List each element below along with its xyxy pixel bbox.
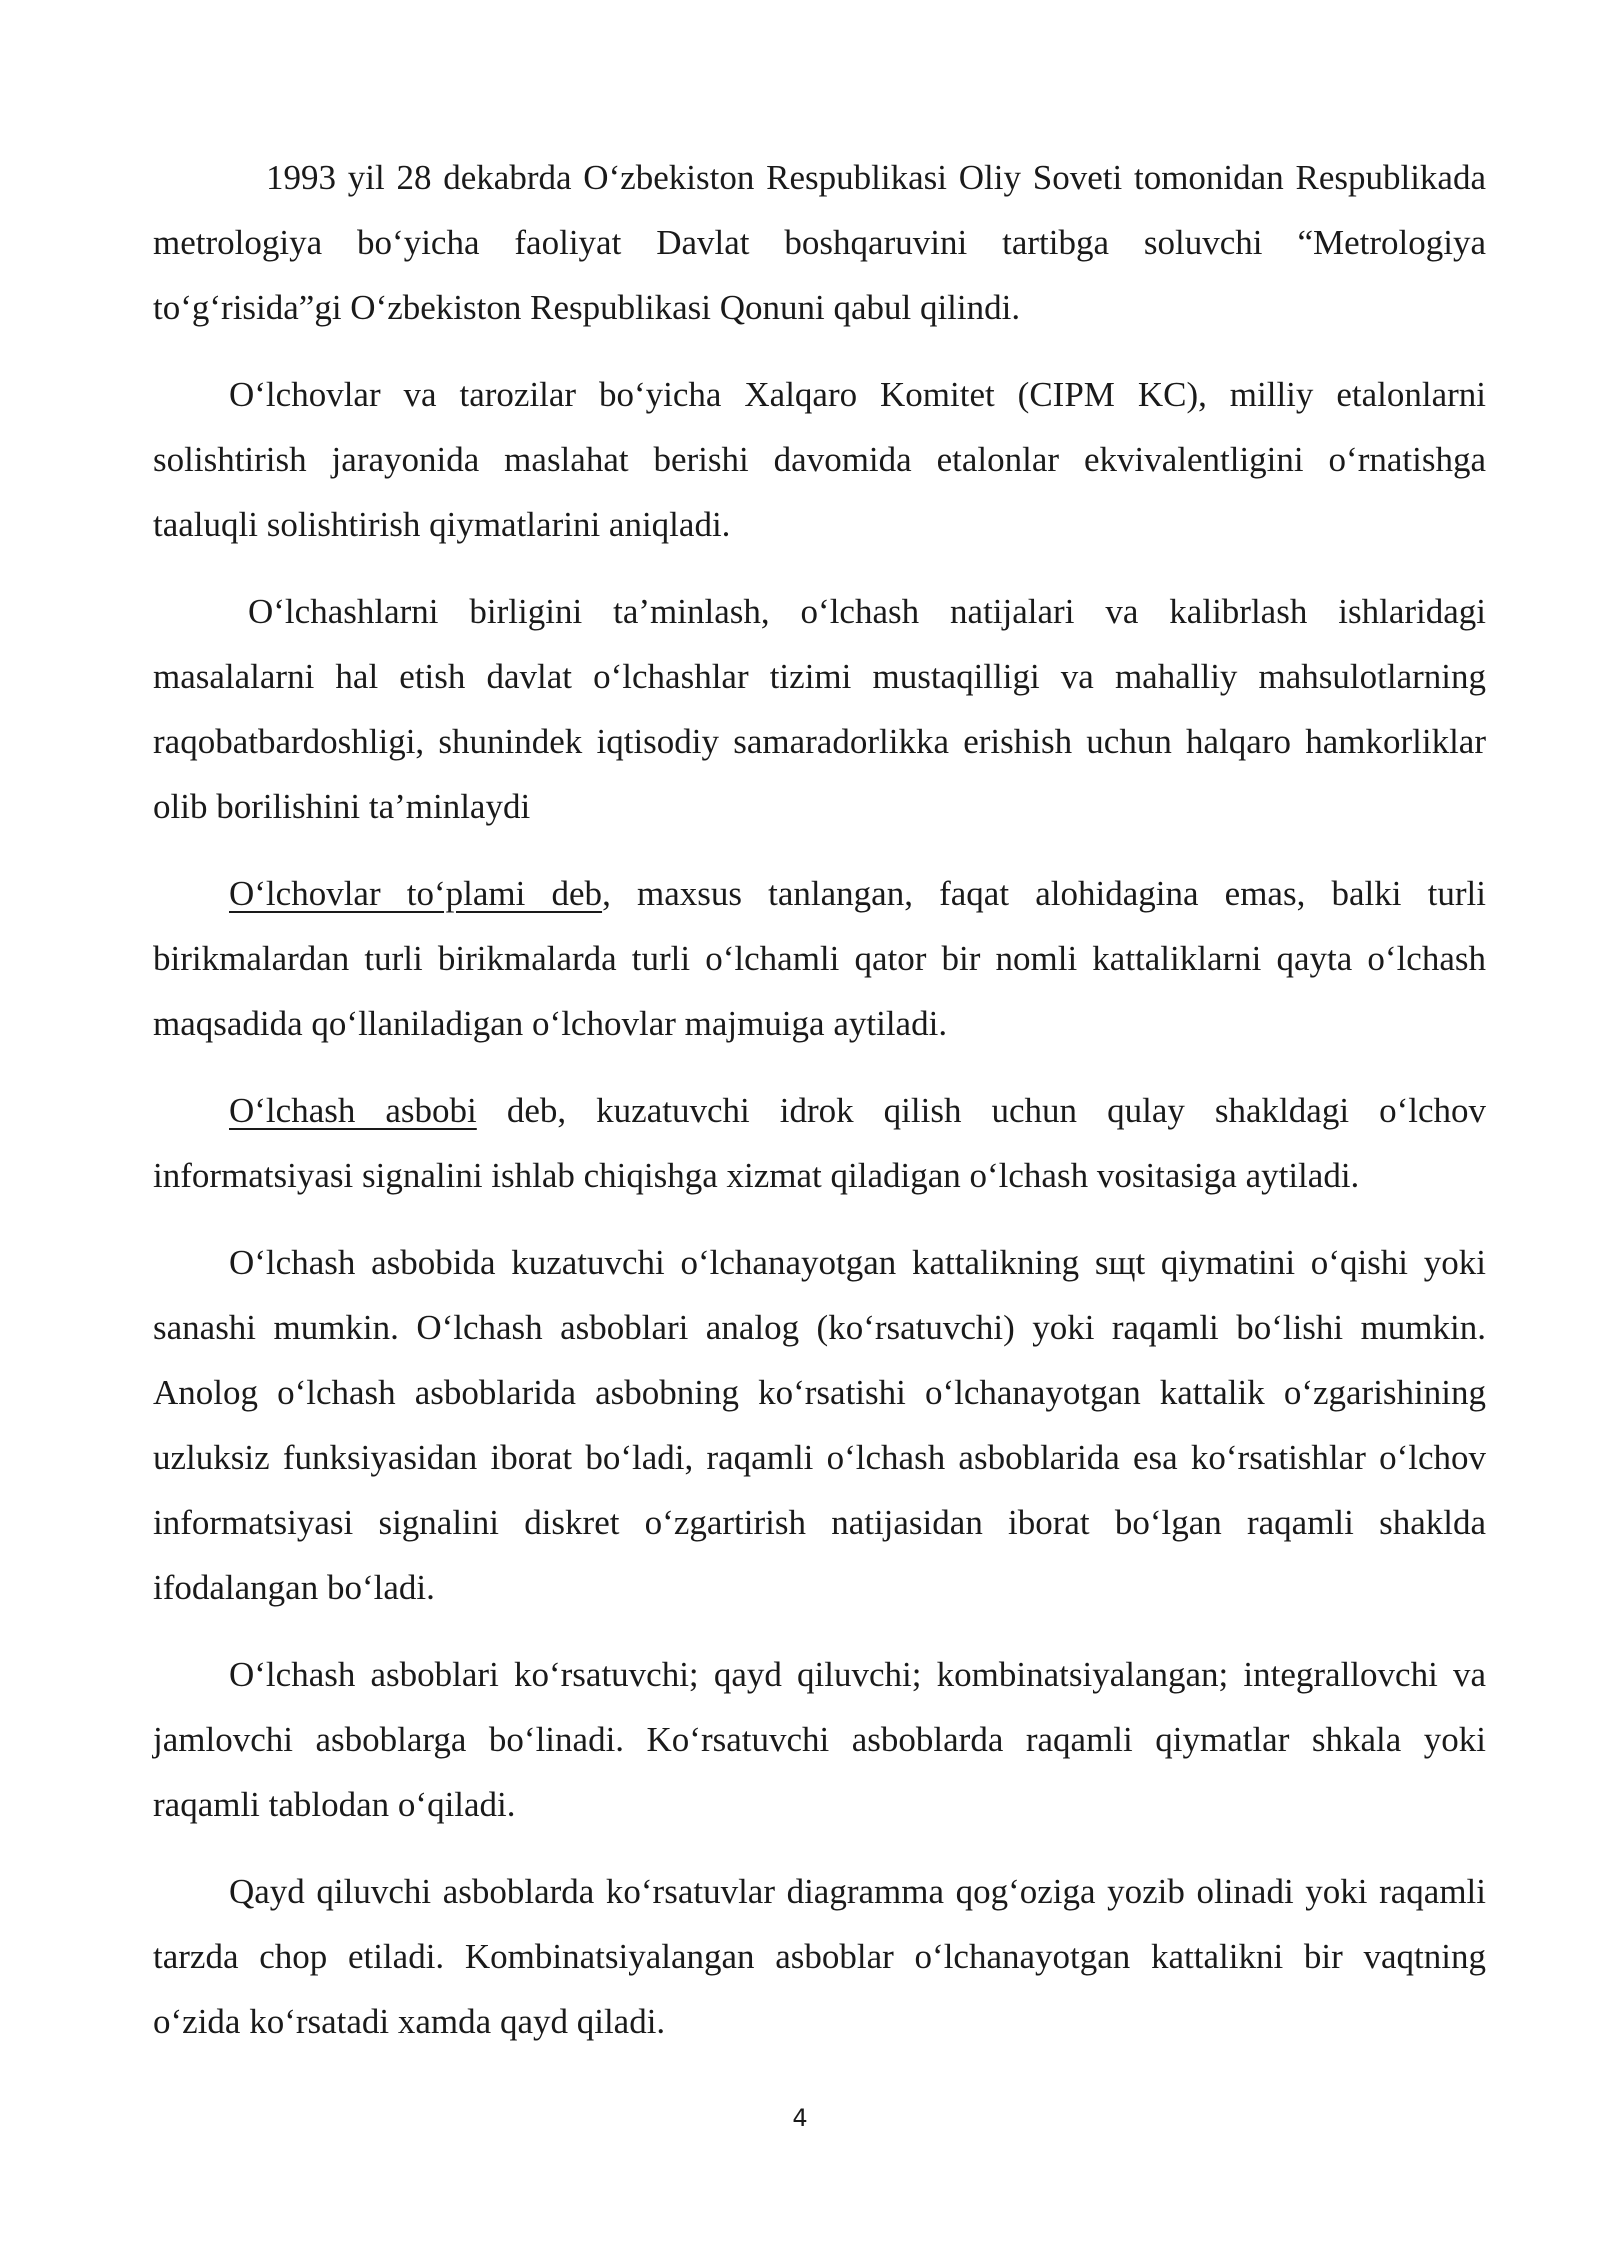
paragraph-instrument-definition	[153, 1078, 1486, 1208]
paragraph-instrument-types: O‘lchash asboblari ko‘rsatuvchi; qayd qiluvchi; kombinatsiyalangan; integrallovchi va jamlovchi asboblarga bo‘linadi. Ko‘rsatuvchi asboblarda raqamli qiymatlar shkala yoki raqamli tablodan o‘qiladi.	[153, 1655, 1486, 1824]
paragraph-measure-set-definition	[153, 861, 1486, 1056]
paragraph-analog-digital: O‘lchash asbobida kuzatuvchi o‘lchanayotgan kattalikning sщt qiymatini o‘qishi yoki sanashi mumkin. O‘lchash asboblari analog (ko‘rsatuvchi) yoki raqamli bo‘lishi mumkin. Anolog o‘lchash asboblarida asbobning ko‘rsatishi o‘lchanayotgan kattalik o‘zgarishining uzluksiz funksiyasidan iborat bo‘ladi, raqamli o‘lchash asboblarida esa ko‘rsatishlar o‘lchov informatsiyasi signalini diskret o‘zgartirish natijasidan iborat bo‘lgan raqamli shaklda ifodalangan bo‘ladi.	[153, 1243, 1486, 1607]
document-body	[153, 145, 1486, 2076]
paragraph-cipm-committee: O‘lchovlar va tarozilar bo‘yicha Xalqaro Komitet (CIPM KC), milliy etalonlarni solishtirish jarayonida maslahat berishi davomida etalonlar ekvivalentligini o‘rnatishga taaluqli solishtirish qiymatlarini aniqladi.	[153, 375, 1486, 544]
paragraph-instrument-text: deb, kuzatuvchi idrok qilish uchun qulay shakldagi o‘lchov informatsiyasi signalini ishlab chiqishga xizmat qiladigan o‘lchash vositasiga aytiladi.	[153, 1091, 1486, 1195]
paragraph-measure-set-text: , maxsus tanlangan, faqat alohidagina emas, balki turli birikmalardan turli birikmalarda turli o‘lchamli qator bir nomli kattaliklarni qayta o‘lchash maqsadida qo‘llaniladigan o‘lchovlar majmuiga aytiladi.	[153, 874, 1486, 1043]
term-measure-set: O‘lchovlar to‘plami deb	[229, 874, 603, 913]
term-measuring-instrument: O‘lchash asbobi	[229, 1091, 477, 1130]
page-number: 4	[792, 2104, 808, 2132]
paragraph-law-adoption: 1993 yil 28 dekabrda O‘zbekiston Respublikasi Oliy Soveti tomonidan Respublikada metrologiya bo‘yicha faoliyat Davlat boshqaruvini tartibga soluvchi “Metrologiya to‘g‘risida”gi O‘zbekiston Respublikasi Qonuni qabul qilindi.	[153, 158, 1486, 327]
paragraph-measurement-uniformity: O‘lchashlarni birligini ta’minlash, o‘lchash natijalari va kalibrlash ishlaridagi masalalarni hal etish davlat o‘lchashlar tizimi mustaqilligi va mahalliy mahsulotlarning raqobatbardoshligi, shunindek iqtisodiy samaradorlikka erishish uchun halqaro hamkorliklar olib borilishini ta’minlaydi	[153, 592, 1486, 826]
paragraph-recording-instruments: Qayd qiluvchi asboblarda ko‘rsatuvlar diagramma qog‘oziga yozib olinadi yoki raqamli tarzda chop etiladi. Kombinatsiyalangan asboblar o‘lchanayotgan kattalikni bir vaqtning o‘zida ko‘rsatadi xamda qayd qiladi.	[153, 1872, 1486, 2041]
